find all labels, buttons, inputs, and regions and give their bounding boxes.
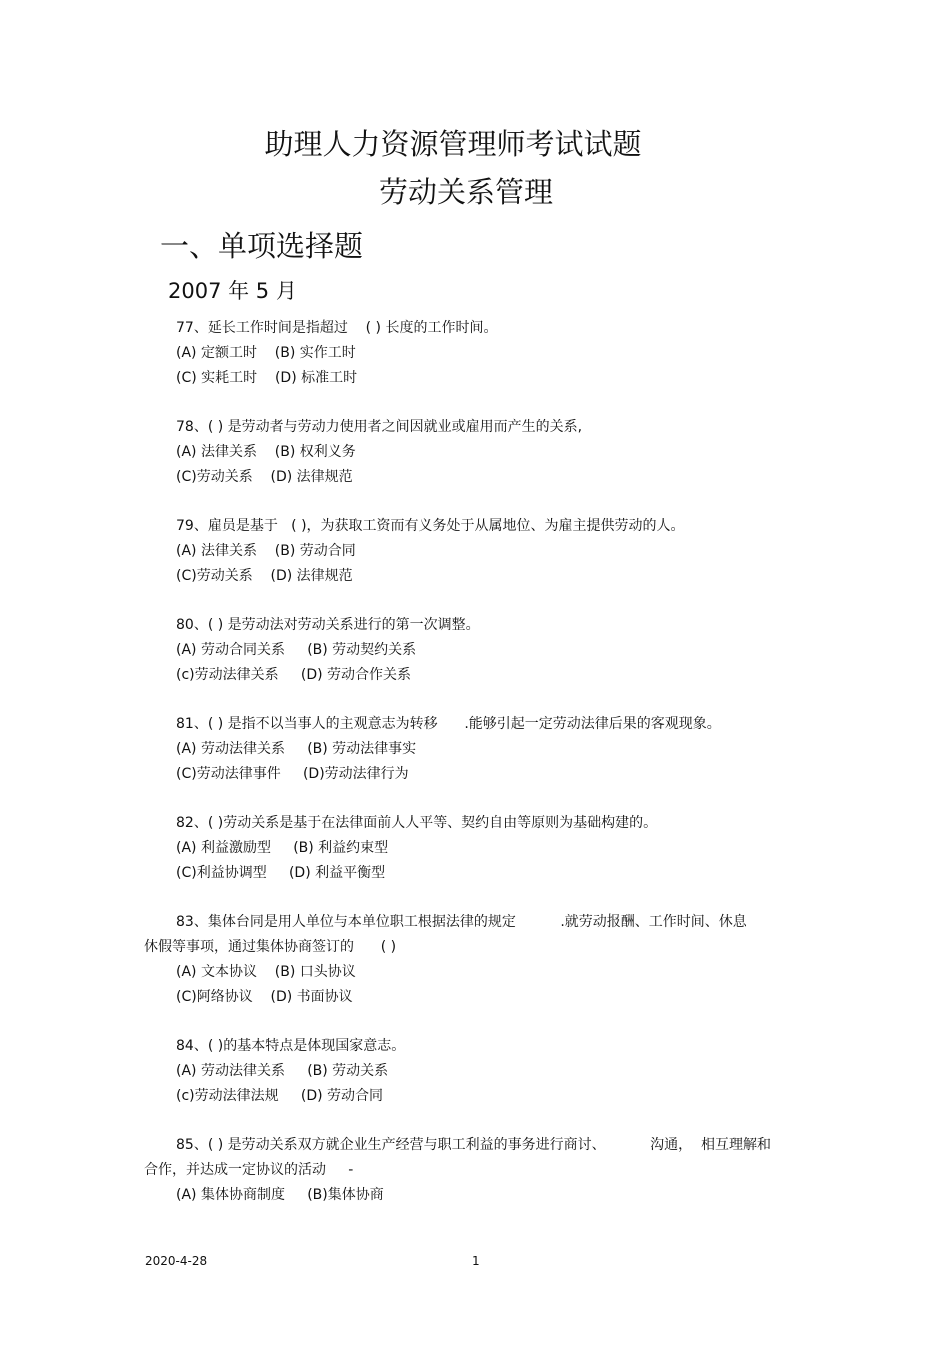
answer-options: (A) 法律关系 (B) 权利义务	[176, 444, 356, 460]
document-title: 助理人力资源管理师考试试题	[264, 127, 642, 161]
question-stem-continued: 合作，并达成一定协议的活动 -	[144, 1162, 354, 1178]
question-item	[0, 514, 950, 589]
question-stem: 79、雇员是基于 ( )，为获取工资而有义务处于从属地位、为雇主提供劳动的人。	[176, 518, 685, 534]
question-item	[0, 316, 950, 391]
section-heading: 一、单项选择题	[160, 229, 364, 263]
answer-options: (A) 集体协商制度 (B)集体协商	[176, 1187, 384, 1203]
answer-options: (A) 劳动法律关系 (B) 劳动关系	[176, 1063, 389, 1079]
question-item	[0, 910, 950, 1010]
question-stem: 77、延长工作时间是指超过 ( ) 长度的工作时间。	[176, 320, 498, 336]
page-number: 1	[472, 1254, 480, 1268]
answer-options: (C)劳动关系 (D) 法律规范	[176, 568, 353, 584]
question-list	[0, 316, 950, 1232]
question-stem: 80、( ) 是劳动法对劳动关系进行的第一次调整。	[176, 617, 480, 633]
answer-options: (A) 利益激励型 (B) 利益约束型	[176, 840, 389, 856]
answer-options: (A) 劳动合同关系 (B) 劳动契约关系	[176, 642, 417, 658]
answer-options: (c)劳动法律法规 (D) 劳动合同	[176, 1088, 384, 1104]
answer-options: (C)劳动法律事件 (D)劳动法律行为	[176, 766, 409, 782]
answer-options: (A) 文本协议 (B) 口头协议	[176, 964, 356, 980]
answer-options: (A) 定额工时 (B) 实作工时	[176, 345, 356, 361]
question-item	[0, 811, 950, 886]
answer-options: (C) 实耗工时 (D) 标准工时	[176, 370, 358, 386]
document-subtitle: 劳动关系管理	[378, 175, 553, 209]
question-stem: 81、( ) 是指不以当事人的主观意志为转移 .能够引起一定劳动法律后果的客观现象。	[176, 716, 721, 732]
footer-date: 2020-4-28	[145, 1254, 208, 1268]
question-item	[0, 1133, 950, 1208]
answer-options: (C)阿络协议 (D) 书面协议	[176, 989, 353, 1005]
question-stem: 84、( )的基本特点是体现国家意志。	[176, 1038, 406, 1054]
question-stem-continued: 休假等事项，通过集体协商签订的 ( )	[144, 939, 397, 955]
question-stem: 78、( ) 是劳动者与劳动力使用者之间因就业或雇用而产生的关系,	[176, 419, 583, 435]
answer-options: (c)劳动法律关系 (D) 劳动合作关系	[176, 667, 412, 683]
answer-options: (C)劳动关系 (D) 法律规范	[176, 469, 353, 485]
question-item	[0, 712, 950, 787]
exam-date: 2007 年 5 月	[168, 279, 297, 303]
question-item	[0, 613, 950, 688]
question-stem: 83、集体台同是用人单位与本单位职工根据法律的规定 .就劳动报酬、工作时间、休息	[176, 914, 747, 930]
question-item	[0, 1034, 950, 1109]
question-item	[0, 415, 950, 490]
answer-options: (C)利益协调型 (D) 利益平衡型	[176, 865, 386, 881]
answer-options: (A) 法律关系 (B) 劳动合同	[176, 543, 356, 559]
question-stem: 85、( ) 是劳动关系双方就企业生产经营与职工利益的事务进行商讨、 沟通， 相互理解和	[176, 1137, 772, 1153]
answer-options: (A) 劳动法律关系 (B) 劳动法律事实	[176, 741, 417, 757]
question-stem: 82、( )劳动关系是基于在法律面前人人平等、契约自由等原则为基础构建的。	[176, 815, 658, 831]
